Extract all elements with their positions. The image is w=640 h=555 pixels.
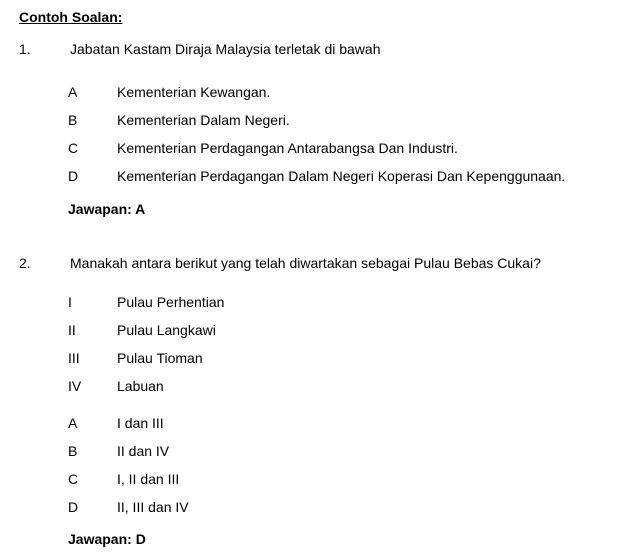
statement-text: Pulau Perhentian: [117, 294, 225, 310]
option-text: I, II dan III: [117, 471, 180, 487]
answer-label: Jawapan: D: [68, 531, 146, 547]
statement-row: [68, 294, 630, 310]
option-letter: B: [68, 443, 78, 459]
answer-label: Jawapan: A: [68, 201, 146, 217]
question-number: 1.: [19, 41, 31, 57]
page-title: Contoh Soalan:: [19, 9, 123, 25]
statement-text: Pulau Langkawi: [117, 322, 216, 338]
question-1-header: [19, 41, 630, 57]
question-1-options: [68, 84, 630, 184]
question-2: [19, 255, 630, 547]
option-text: I dan III: [117, 415, 164, 431]
option-letter: A: [68, 415, 78, 431]
option-row: [68, 168, 630, 184]
question-text: Jabatan Kastam Diraja Malaysia terletak di bawah: [70, 41, 381, 57]
option-row: [68, 140, 630, 156]
option-row: [68, 471, 630, 487]
statement-numeral: II: [68, 322, 76, 338]
option-row: [68, 499, 630, 515]
statement-numeral: I: [68, 294, 72, 310]
question-2-statements: [68, 294, 630, 394]
statement-row: [68, 322, 630, 338]
question-text: Manakah antara berikut yang telah diwartakan sebagai Pulau Bebas Cukai?: [70, 255, 541, 271]
question-2-options: [68, 415, 630, 515]
statement-text: Labuan: [117, 378, 164, 394]
statement-row: [68, 378, 630, 394]
question-2-header: [19, 255, 630, 271]
option-text: II, III dan IV: [117, 499, 189, 515]
statement-numeral: IV: [68, 378, 82, 394]
option-row: [68, 84, 630, 100]
option-letter: B: [68, 112, 78, 128]
option-row: [68, 112, 630, 128]
option-text: Kementerian Kewangan.: [117, 84, 271, 100]
option-text: Kementerian Perdagangan Antarabangsa Dan Industri.: [117, 140, 458, 156]
question-1: [19, 41, 630, 217]
option-letter: D: [68, 168, 79, 184]
option-row: [68, 415, 630, 431]
question-number: 2.: [19, 255, 31, 271]
statement-numeral: III: [68, 350, 80, 366]
option-text: II dan IV: [117, 443, 170, 459]
statement-text: Pulau Tioman: [117, 350, 203, 366]
option-letter: C: [68, 140, 79, 156]
option-text: Kementerian Dalam Negeri.: [117, 112, 290, 128]
option-letter: D: [68, 499, 79, 515]
option-text: Kementerian Perdagangan Dalam Negeri Koperasi Dan Kepenggunaan.: [117, 168, 566, 184]
option-letter: A: [68, 84, 78, 100]
statement-row: [68, 350, 630, 366]
option-row: [68, 443, 630, 459]
option-letter: C: [68, 471, 79, 487]
